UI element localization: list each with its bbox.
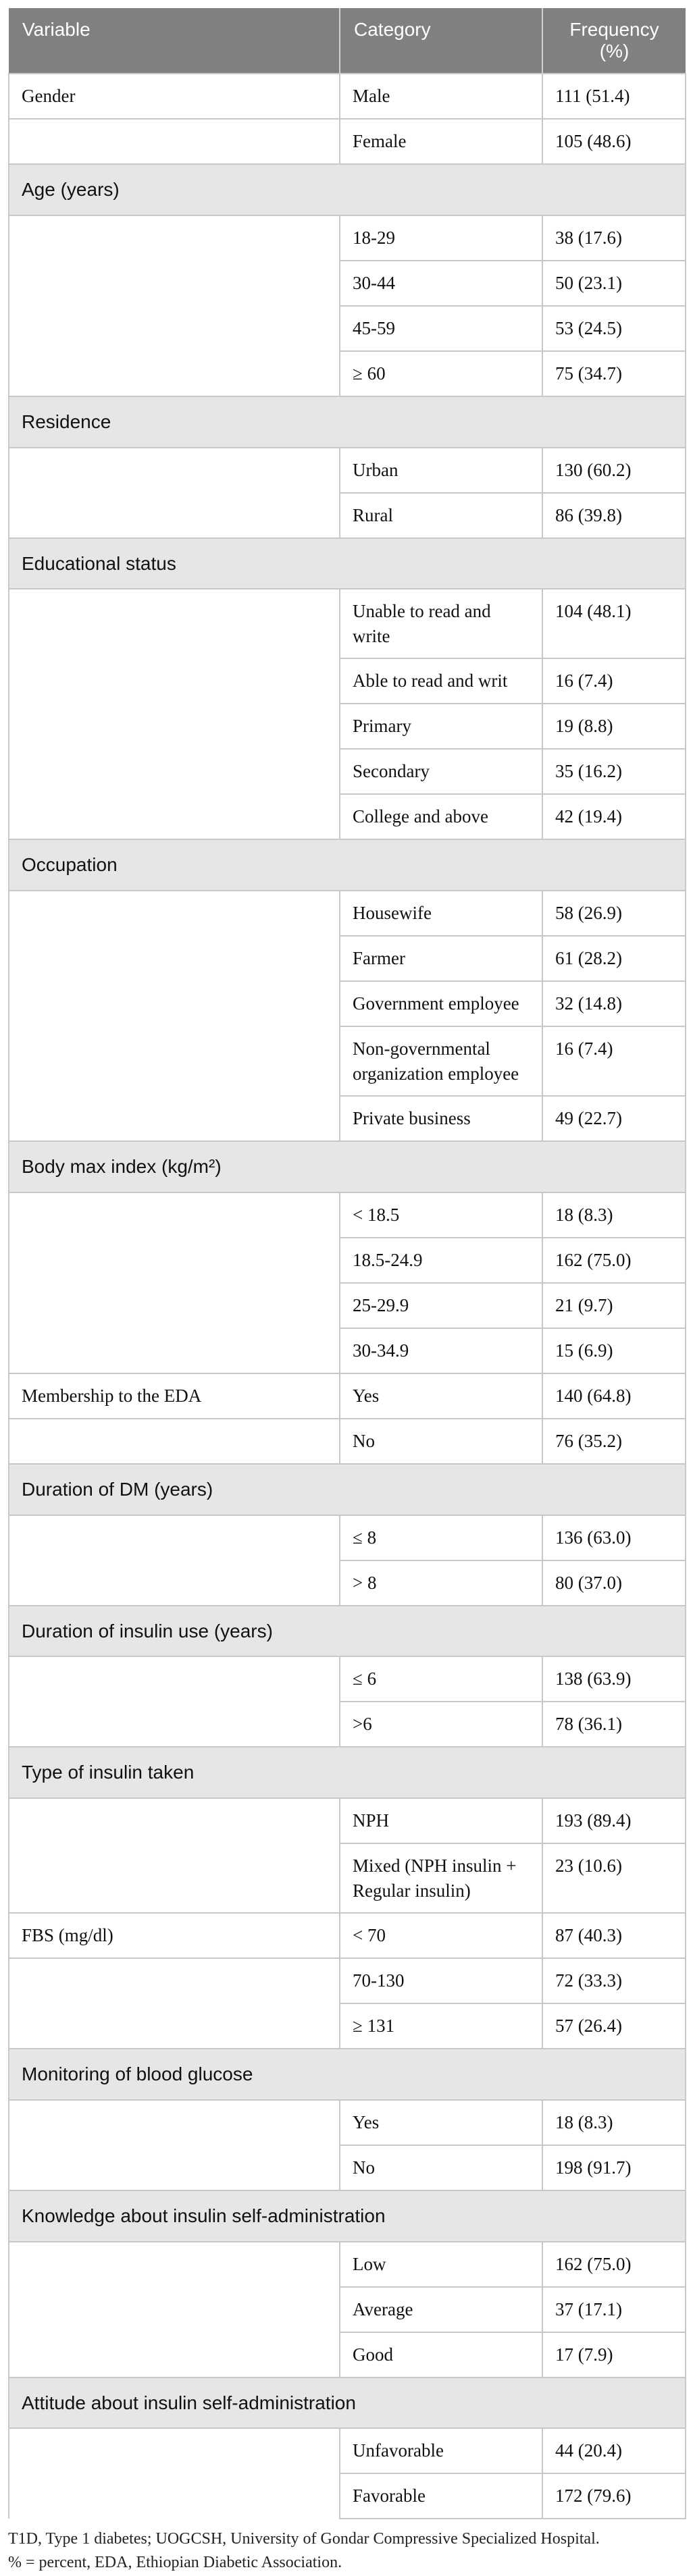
cell-variable <box>9 1283 340 1328</box>
cell-variable <box>9 1702 340 1747</box>
table-row <box>9 1328 686 1373</box>
table-header-row <box>9 8 686 74</box>
cell-category: Good <box>340 2332 542 2377</box>
section-row <box>9 839 686 891</box>
table-row <box>9 2332 686 2377</box>
cell-frequency: 72 (33.3) <box>542 1958 686 2003</box>
table-row <box>9 794 686 839</box>
table-row <box>9 119 686 164</box>
cell-variable <box>9 261 340 306</box>
table-row <box>9 1656 686 1702</box>
cell-variable <box>9 1958 340 2003</box>
cell-variable <box>9 1238 340 1283</box>
table-row <box>9 2242 686 2287</box>
table-footnote <box>8 2527 685 2575</box>
cell-variable <box>9 891 340 936</box>
table-row <box>9 493 686 538</box>
cell-category: >6 <box>340 1702 542 1747</box>
cell-frequency: 136 (63.0) <box>542 1515 686 1560</box>
cell-category: Unable to read and write <box>340 589 542 658</box>
cell-variable <box>9 215 340 261</box>
cell-variable <box>9 2145 340 2190</box>
cell-variable: Gender <box>9 74 340 119</box>
footnote-line-1: T1D, Type 1 diabetes; UOGCSH, University of Gondar Compressive Specialized Hospital. <box>8 2530 600 2548</box>
section-row <box>9 2377 686 2429</box>
cell-frequency: 19 (8.8) <box>542 704 686 749</box>
cell-frequency: 140 (64.8) <box>542 1373 686 1419</box>
table-row <box>9 1515 686 1560</box>
table-row <box>9 704 686 749</box>
cell-variable <box>9 936 340 981</box>
table-row <box>9 1560 686 1606</box>
table-row <box>9 1238 686 1283</box>
section-label: Monitoring of blood glucose <box>9 2049 686 2100</box>
section-label: Knowledge about insulin self-administration <box>9 2190 686 2242</box>
cell-category: Yes <box>340 1373 542 1419</box>
cell-variable <box>9 1560 340 1606</box>
section-label: Age (years) <box>9 164 686 215</box>
cell-category: ≤ 6 <box>340 1656 542 1702</box>
cell-variable: FBS (mg/dl) <box>9 1913 340 1958</box>
cell-frequency: 16 (7.4) <box>542 1026 686 1096</box>
section-label: Body max index (kg/m²) <box>9 1141 686 1192</box>
table-row <box>9 749 686 794</box>
cell-frequency: 49 (22.7) <box>542 1096 686 1141</box>
cell-variable <box>9 1515 340 1560</box>
table-row <box>9 1702 686 1747</box>
cell-frequency: 15 (6.9) <box>542 1328 686 1373</box>
section-label: Occupation <box>9 839 686 891</box>
cell-category: Non-governmental organization employee <box>340 1026 542 1096</box>
table-row <box>9 1958 686 2003</box>
cell-variable <box>9 1026 340 1096</box>
table-row <box>9 2473 686 2519</box>
cell-frequency: 162 (75.0) <box>542 1238 686 1283</box>
cell-category: Yes <box>340 2100 542 2145</box>
cell-variable <box>9 2428 340 2473</box>
table-row <box>9 2145 686 2190</box>
section-label: Duration of insulin use (years) <box>9 1606 686 1657</box>
cell-variable <box>9 1419 340 1464</box>
cell-category: Urban <box>340 448 542 493</box>
section-row <box>9 1464 686 1515</box>
cell-frequency: 50 (23.1) <box>542 261 686 306</box>
cell-frequency: 76 (35.2) <box>542 1419 686 1464</box>
cell-variable <box>9 1096 340 1141</box>
cell-frequency: 16 (7.4) <box>542 658 686 704</box>
table-row <box>9 1283 686 1328</box>
cell-variable <box>9 589 340 658</box>
cell-variable <box>9 351 340 396</box>
cell-category: 25-29.9 <box>340 1283 542 1328</box>
cell-category: ≤ 8 <box>340 1515 542 1560</box>
section-label: Type of insulin taken <box>9 1747 686 1798</box>
section-label: Residence <box>9 396 686 448</box>
cell-frequency: 193 (89.4) <box>542 1798 686 1843</box>
table-row <box>9 1843 686 1913</box>
cell-frequency: 53 (24.5) <box>542 306 686 351</box>
cell-frequency: 78 (36.1) <box>542 1702 686 1747</box>
cell-frequency: 32 (14.8) <box>542 981 686 1026</box>
cell-category: Secondary <box>340 749 542 794</box>
cell-frequency: 111 (51.4) <box>542 74 686 119</box>
cell-variable <box>9 493 340 538</box>
table-row <box>9 2003 686 2049</box>
section-row <box>9 1747 686 1798</box>
cell-frequency: 44 (20.4) <box>542 2428 686 2473</box>
cell-frequency: 172 (79.6) <box>542 2473 686 2519</box>
cell-frequency: 18 (8.3) <box>542 2100 686 2145</box>
cell-frequency: 18 (8.3) <box>542 1192 686 1238</box>
cell-category: Housewife <box>340 891 542 936</box>
table-row <box>9 589 686 658</box>
cell-variable <box>9 658 340 704</box>
cell-frequency: 80 (37.0) <box>542 1560 686 1606</box>
section-row <box>9 1141 686 1192</box>
cell-frequency: 57 (26.4) <box>542 2003 686 2049</box>
table-row <box>9 891 686 936</box>
cell-frequency: 42 (19.4) <box>542 794 686 839</box>
cell-frequency: 104 (48.1) <box>542 589 686 658</box>
table-row <box>9 1913 686 1958</box>
data-table <box>8 8 686 2519</box>
cell-category: 45-59 <box>340 306 542 351</box>
section-row <box>9 2190 686 2242</box>
cell-category: NPH <box>340 1798 542 1843</box>
cell-frequency: 61 (28.2) <box>542 936 686 981</box>
cell-category: College and above <box>340 794 542 839</box>
table-row <box>9 448 686 493</box>
table-row <box>9 1192 686 1238</box>
cell-category: Government employee <box>340 981 542 1026</box>
header-frequency: Frequency (%) <box>542 8 686 74</box>
header-variable: Variable <box>9 8 340 74</box>
table-row <box>9 658 686 704</box>
cell-category: < 70 <box>340 1913 542 1958</box>
section-row <box>9 1606 686 1657</box>
table-row <box>9 936 686 981</box>
cell-frequency: 86 (39.8) <box>542 493 686 538</box>
cell-variable <box>9 794 340 839</box>
table-row <box>9 1373 686 1419</box>
cell-category: 18-29 <box>340 215 542 261</box>
table-row <box>9 215 686 261</box>
cell-frequency: 130 (60.2) <box>542 448 686 493</box>
cell-frequency: 17 (7.9) <box>542 2332 686 2377</box>
cell-category: 18.5-24.9 <box>340 1238 542 1283</box>
cell-variable <box>9 448 340 493</box>
cell-frequency: 162 (75.0) <box>542 2242 686 2287</box>
table-row <box>9 74 686 119</box>
cell-variable: Membership to the EDA <box>9 1373 340 1419</box>
cell-frequency: 138 (63.9) <box>542 1656 686 1702</box>
cell-variable <box>9 1656 340 1702</box>
cell-variable <box>9 1798 340 1843</box>
cell-variable <box>9 2003 340 2049</box>
cell-category: Mixed (NPH insulin + Regular insulin) <box>340 1843 542 1913</box>
cell-variable <box>9 1328 340 1373</box>
table-row <box>9 2428 686 2473</box>
cell-category: 70-130 <box>340 1958 542 2003</box>
cell-variable <box>9 2287 340 2332</box>
footnote-line-2: % = percent, EDA, Ethiopian Diabetic Association. <box>8 2554 342 2572</box>
cell-category: Farmer <box>340 936 542 981</box>
cell-frequency: 38 (17.6) <box>542 215 686 261</box>
table-body <box>9 74 686 2519</box>
table-row <box>9 1096 686 1141</box>
cell-category: Unfavorable <box>340 2428 542 2473</box>
cell-category: Primary <box>340 704 542 749</box>
cell-category: No <box>340 2145 542 2190</box>
table-row <box>9 1419 686 1464</box>
cell-category: Female <box>340 119 542 164</box>
cell-frequency: 21 (9.7) <box>542 1283 686 1328</box>
cell-variable <box>9 981 340 1026</box>
cell-category: Low <box>340 2242 542 2287</box>
cell-frequency: 37 (17.1) <box>542 2287 686 2332</box>
cell-category: > 8 <box>340 1560 542 1606</box>
cell-category: ≥ 60 <box>340 351 542 396</box>
table-row <box>9 351 686 396</box>
section-label: Educational status <box>9 538 686 589</box>
cell-category: 30-44 <box>340 261 542 306</box>
cell-frequency: 58 (26.9) <box>542 891 686 936</box>
cell-variable <box>9 1192 340 1238</box>
cell-category: ≥ 131 <box>340 2003 542 2049</box>
cell-frequency: 75 (34.7) <box>542 351 686 396</box>
cell-frequency: 23 (10.6) <box>542 1843 686 1913</box>
cell-variable <box>9 119 340 164</box>
cell-frequency: 105 (48.6) <box>542 119 686 164</box>
cell-variable <box>9 749 340 794</box>
table-row <box>9 1026 686 1096</box>
cell-category: Favorable <box>340 2473 542 2519</box>
cell-variable <box>9 2473 340 2519</box>
section-label: Duration of DM (years) <box>9 1464 686 1515</box>
cell-variable <box>9 1843 340 1913</box>
section-row <box>9 538 686 589</box>
cell-category: Rural <box>340 493 542 538</box>
table-row <box>9 981 686 1026</box>
section-row <box>9 164 686 215</box>
cell-category: No <box>340 1419 542 1464</box>
cell-category: 30-34.9 <box>340 1328 542 1373</box>
table-row <box>9 1798 686 1843</box>
cell-frequency: 35 (16.2) <box>542 749 686 794</box>
cell-category: Private business <box>340 1096 542 1141</box>
section-row <box>9 2049 686 2100</box>
header-category: Category <box>340 8 542 74</box>
cell-variable <box>9 2332 340 2377</box>
cell-variable <box>9 704 340 749</box>
table-row <box>9 2100 686 2145</box>
section-row <box>9 396 686 448</box>
table-container <box>8 8 685 2575</box>
cell-variable <box>9 306 340 351</box>
cell-category: Able to read and writ <box>340 658 542 704</box>
cell-frequency: 87 (40.3) <box>542 1913 686 1958</box>
cell-variable <box>9 2100 340 2145</box>
cell-frequency: 198 (91.7) <box>542 2145 686 2190</box>
table-row <box>9 261 686 306</box>
cell-category: Average <box>340 2287 542 2332</box>
cell-variable <box>9 2242 340 2287</box>
cell-category: < 18.5 <box>340 1192 542 1238</box>
table-row <box>9 2287 686 2332</box>
cell-category: Male <box>340 74 542 119</box>
table-row <box>9 306 686 351</box>
section-label: Attitude about insulin self-administration <box>9 2377 686 2429</box>
